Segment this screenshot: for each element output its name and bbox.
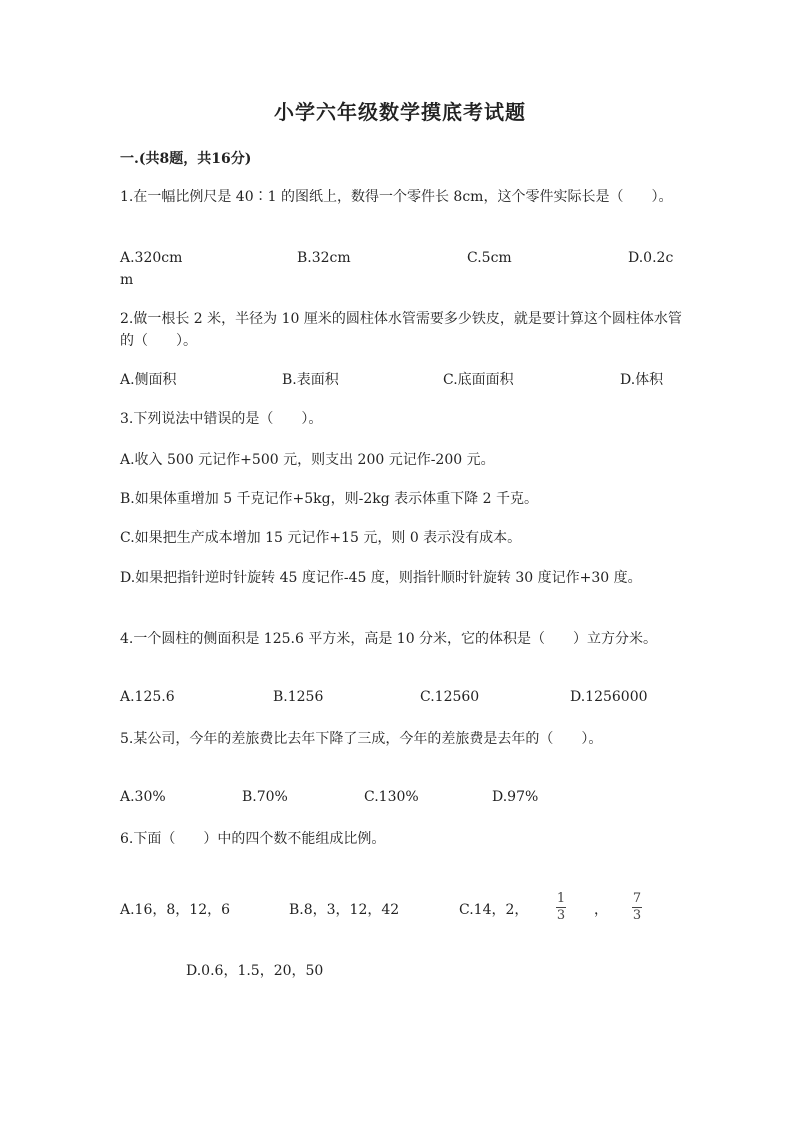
q5-option-a[interactable]: A.30% bbox=[120, 789, 166, 805]
fraction-one-third bbox=[556, 892, 566, 923]
q6-option-b[interactable]: B.8，3，12，42 bbox=[289, 902, 400, 918]
q6-option-c[interactable]: C.14，2， bbox=[459, 902, 529, 918]
fraction-numerator: 7 bbox=[632, 891, 642, 906]
q3-option-b[interactable]: B.如果体重增加 5 千克记作+5kg，则-2kg 表示体重下降 2 千克。 bbox=[120, 491, 538, 507]
section-title: 一.(共8题，共16分) bbox=[120, 151, 252, 167]
q2-option-c[interactable]: C.底面面积 bbox=[443, 372, 514, 388]
q5-option-b[interactable]: B.70% bbox=[242, 789, 288, 805]
q2-option-a[interactable]: A.侧面积 bbox=[120, 372, 177, 388]
q3-option-c[interactable]: C.如果把生产成本增加 15 元记作+15 元，则 0 表示没有成本。 bbox=[120, 530, 522, 546]
q5-option-d[interactable]: D.97% bbox=[492, 789, 539, 805]
fraction-numerator: 1 bbox=[556, 891, 566, 906]
question-5-stem: 5.某公司，今年的差旅费比去年下降了三成，今年的差旅费是去年的（ ）。 bbox=[120, 731, 603, 747]
q6-option-c-separator: ， bbox=[594, 902, 608, 918]
q4-option-a[interactable]: A.125.6 bbox=[120, 689, 175, 705]
q1-option-c[interactable]: C.5cm bbox=[467, 250, 512, 266]
q1-option-a[interactable]: A.320cm bbox=[120, 250, 183, 266]
q2-option-b[interactable]: B.表面积 bbox=[282, 372, 339, 388]
question-3-stem: 3.下列说法中错误的是（ ）。 bbox=[120, 411, 323, 427]
q1-option-d-wrap: m bbox=[120, 272, 134, 288]
q4-option-b[interactable]: B.1256 bbox=[273, 689, 324, 705]
q5-option-c[interactable]: C.130% bbox=[364, 789, 419, 805]
question-2-stem: 2.做一根长 2 米，半径为 10 厘米的圆柱体水管需要多少铁皮，就是要计算这个圆柱体水管的（ ）。 bbox=[120, 311, 682, 349]
q6-option-a[interactable]: A.16，8，12，6 bbox=[120, 902, 231, 918]
q1-option-b[interactable]: B.32cm bbox=[297, 250, 351, 266]
fraction-denominator: 3 bbox=[632, 908, 642, 923]
fraction-denominator: 3 bbox=[556, 908, 566, 923]
fraction-seven-thirds bbox=[632, 892, 642, 923]
q1-option-d[interactable]: D.0.2c bbox=[628, 250, 674, 266]
q6-option-d[interactable]: D.0.6，1.5，20，50 bbox=[186, 963, 324, 979]
q2-option-d[interactable]: D.体积 bbox=[620, 372, 664, 388]
q3-option-d[interactable]: D.如果把指针逆时针旋转 45 度记作-45 度，则指针顺时针旋转 30 度记作+30 度。 bbox=[120, 570, 642, 586]
question-4-stem: 4.一个圆柱的侧面积是 125.6 平方米，高是 10 分米，它的体积是（ ）立方分米。 bbox=[120, 631, 658, 647]
question-1-stem: 1.在一幅比例尺是 40∶1 的图纸上，数得一个零件长 8cm，这个零件实际长是（ ）。 bbox=[120, 189, 673, 205]
q4-option-c[interactable]: C.12560 bbox=[420, 689, 480, 705]
q3-option-a[interactable]: A.收入 500 元记作+500 元，则支出 200 元记作-200 元。 bbox=[120, 452, 495, 468]
q4-option-d[interactable]: D.1256000 bbox=[570, 689, 648, 705]
page-title: 小学六年级数学摸底考试题 bbox=[274, 100, 526, 124]
question-6-stem: 6.下面（ ）中的四个数不能组成比例。 bbox=[120, 831, 386, 847]
